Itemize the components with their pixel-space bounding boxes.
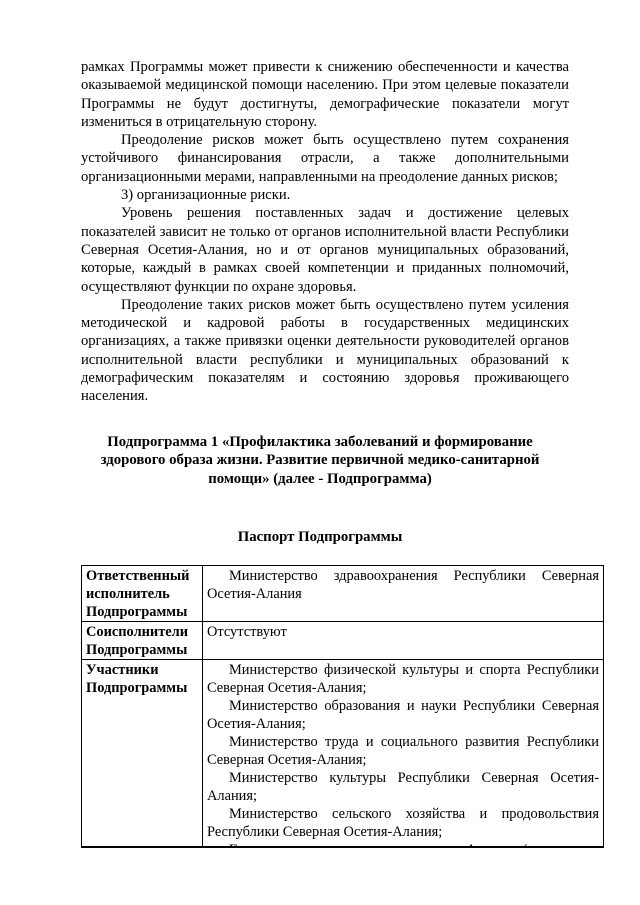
paragraph: 3) организационные риски.: [121, 187, 291, 204]
table-row: [82, 566, 604, 622]
table-row: [82, 660, 604, 860]
page-bottom-margin: [0, 848, 640, 905]
paragraph: рамках Программы может привести к снижению обеспеченности и качества оказываемой медицинской помощи населению. При этом целевые показатели Программы не будут достигнуты, демографические показатели могут измениться в отрицательную сторону.: [81, 59, 569, 130]
row-value: [203, 566, 604, 622]
list-item: Министерство образования и науки Республики Северная Осетия-Алания;: [207, 698, 599, 732]
body-text: [81, 58, 569, 406]
list-item: Министерство труда и социального развития Республики Северная Осетия-Алания;: [207, 734, 599, 768]
list-item: Министерство культуры Республики Северная Осетия-Алания;: [207, 770, 599, 804]
passport-table: [81, 565, 604, 860]
paragraph: Уровень решения поставленных задач и достижение целевых показателей зависит не только от органов исполнительной власти Республики Северная Осетия-Алания, но и от органов муниципальных образований, которые, каждый в рамках своей компетенции и приданных полномочий, осуществляют функции по охране здоровья.: [81, 205, 569, 295]
list-item: Министерство физической культуры и спорта Республики Северная Осетия-Алания;: [207, 662, 599, 696]
row-label: Ответственный исполнитель Подпрограммы: [82, 566, 203, 622]
list-item: Отсутствуют: [207, 624, 287, 640]
row-label: Участники Подпрограммы: [82, 660, 203, 860]
row-value: [203, 660, 604, 860]
table-bottom-border: [81, 846, 604, 848]
list-item: Министерство здравоохранения Республики Северная Осетия-Алания: [207, 568, 599, 602]
subprogram-title: Подпрограмма 1 «Профилактика заболеваний и формирование здорового образа жизни. Развитие первичной медико-санитарной помощи» (далее - Подпрограмма): [100, 434, 540, 487]
passport-title: Паспорт Подпрограммы: [237, 529, 403, 545]
table-row: [82, 622, 604, 660]
row-label: Соисполнители Подпрограммы: [82, 622, 203, 660]
paragraph: Преодоление таких рисков может быть осуществлено путем усиления методической и кадровой работы в государственных медицинских организациях, а также привязки оценки деятельности руководителей органов исполнительной власти республики и муниципальных образований к демографическим показателям и состоянию здоровья проживающего населения.: [81, 296, 569, 405]
list-item: Министерство сельского хозяйства и продовольствия Республики Северная Осетия-Алания;: [207, 806, 599, 840]
paragraph: Преодоление рисков может быть осуществлено путем сохранения устойчивого финансирования отрасли, а также дополнительными организационными мерами, направленными на преодоление данных рисков;: [81, 132, 569, 185]
row-value: [203, 622, 604, 660]
